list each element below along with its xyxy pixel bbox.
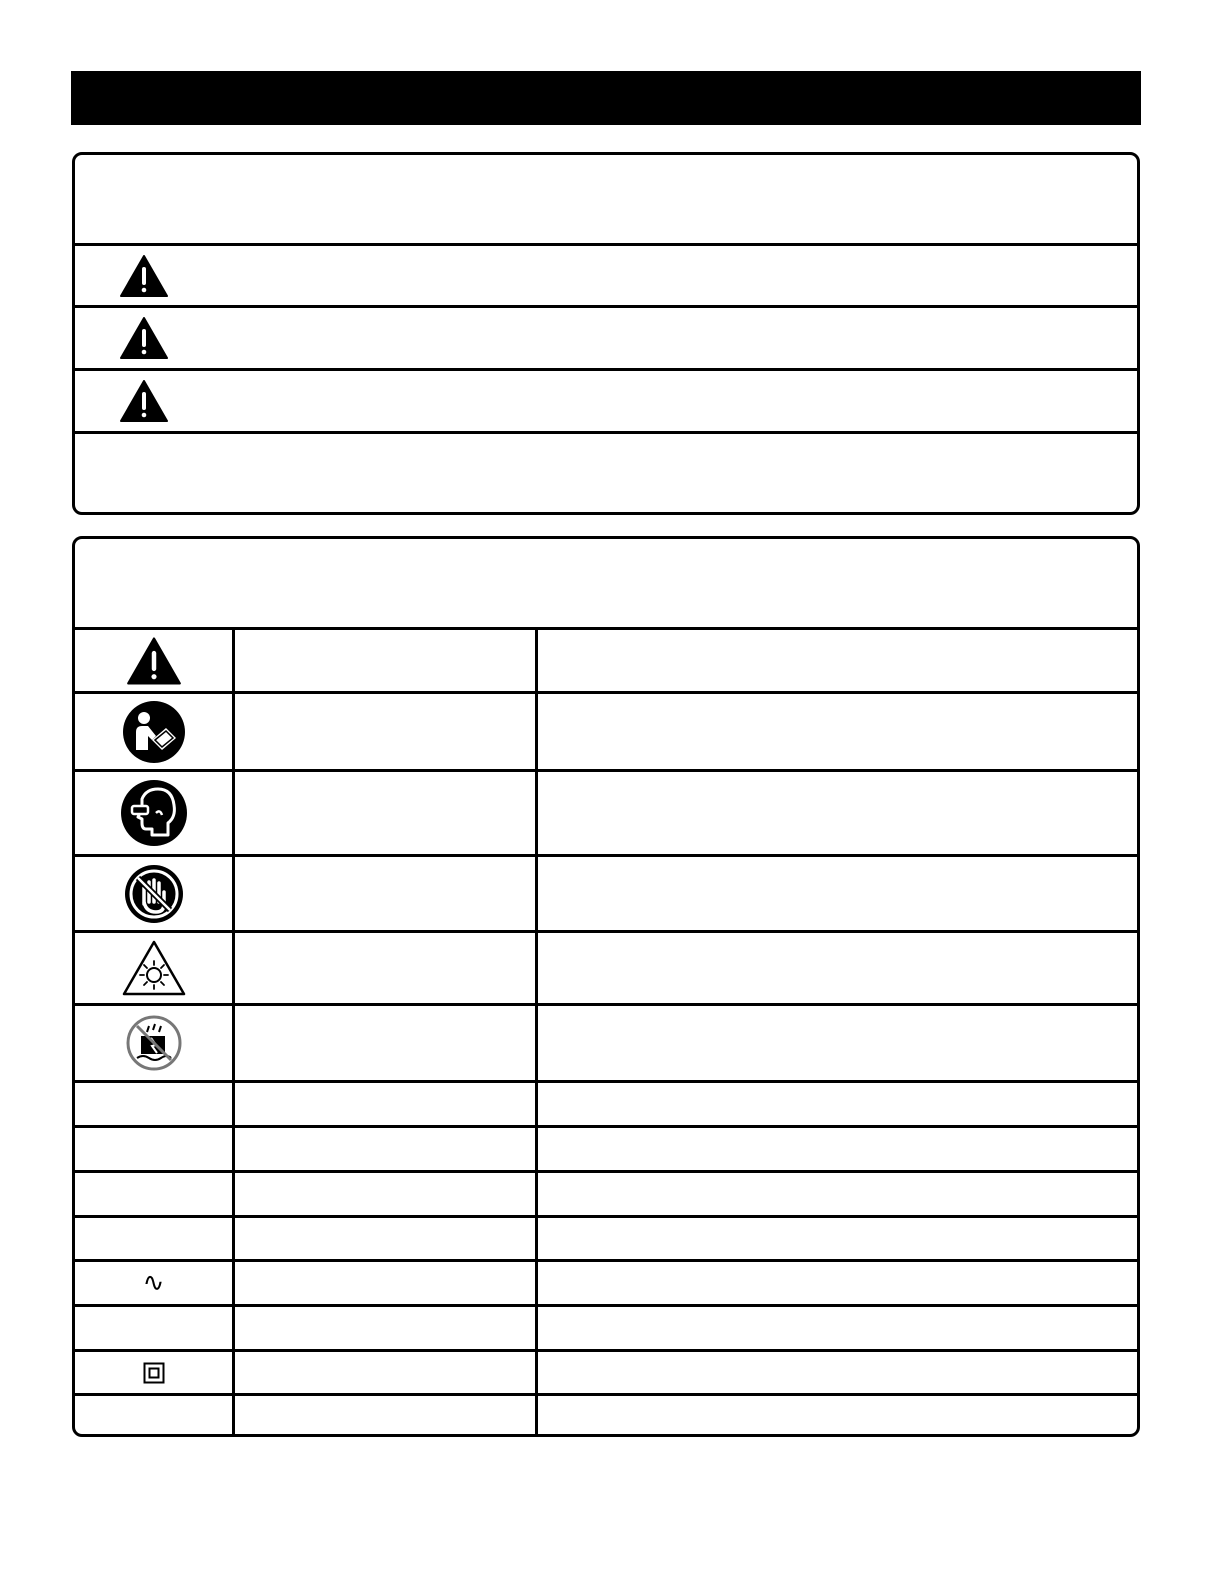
hot-surface-light-icon — [121, 939, 187, 997]
warning-triangle-icon — [119, 316, 169, 360]
class-ii-construction-icon — [143, 1362, 165, 1384]
symbol-row — [75, 1352, 1137, 1394]
signal-words-heading-row — [75, 155, 1137, 243]
symbol-row — [75, 772, 1137, 854]
symbol-row — [75, 1396, 1137, 1437]
signal-word-row — [75, 308, 1137, 367]
symbols-table-box — [72, 536, 1140, 1437]
signal-word-row — [75, 246, 1137, 305]
alternating-current-icon: ∿ — [142, 1268, 165, 1298]
no-hands-icon — [124, 864, 184, 924]
warning-triangle-icon — [119, 379, 169, 423]
symbol-row — [75, 1006, 1137, 1079]
symbol-row — [75, 1262, 1137, 1304]
section-header-bar — [71, 71, 1141, 125]
symbol-row — [75, 1128, 1137, 1170]
read-manual-icon — [122, 700, 186, 764]
signal-words-footer-row — [75, 434, 1137, 512]
signal-words-box — [72, 152, 1140, 515]
signal-word-row — [75, 371, 1137, 430]
symbol-row — [75, 1083, 1137, 1125]
no-wet-conditions-icon — [125, 1014, 183, 1072]
symbols-heading-row — [75, 539, 1137, 627]
symbol-row — [75, 933, 1137, 1003]
warning-triangle-icon — [119, 254, 169, 298]
safety-alert-icon — [126, 636, 182, 686]
eye-protection-icon — [120, 779, 188, 847]
symbol-row — [75, 1218, 1137, 1260]
symbol-row — [75, 694, 1137, 769]
symbol-row — [75, 1173, 1137, 1215]
symbol-row — [75, 630, 1137, 691]
symbol-row — [75, 1307, 1137, 1349]
symbol-row — [75, 857, 1137, 930]
